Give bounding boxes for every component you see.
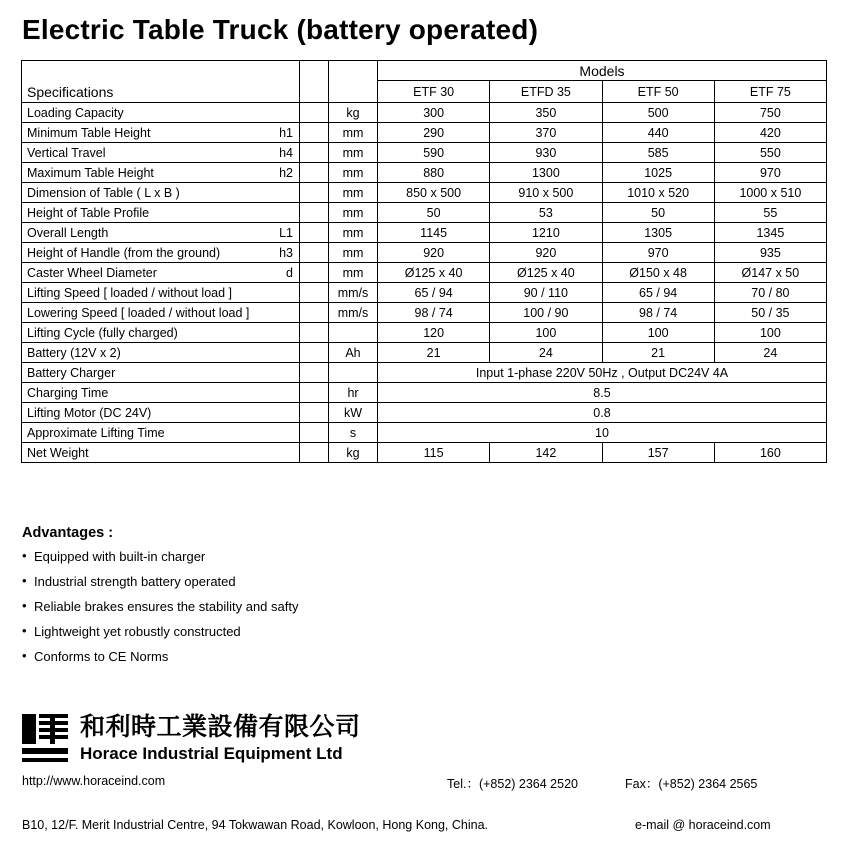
symbol-header-cell [300, 61, 329, 103]
table-row [22, 123, 827, 143]
spec-label: Lowering Speed [ loaded / without load ] [27, 305, 250, 320]
spec-value-cell: 1210 [490, 223, 602, 243]
spec-value-cell: 53 [490, 203, 602, 223]
spec-label-cell [22, 303, 300, 323]
table-row [22, 283, 827, 303]
spec-label-cell [22, 423, 300, 443]
table-row [22, 443, 827, 463]
spec-value-cell: 850 x 500 [378, 183, 490, 203]
advantages-title: Advantages : [22, 525, 114, 541]
spec-label: Caster Wheel Diameter [27, 265, 157, 280]
spec-value-cell: 98 / 74 [378, 303, 490, 323]
spec-symbol-cell [300, 363, 329, 383]
advantages-section [22, 525, 841, 664]
specifications-header-cell: Specifications [22, 61, 300, 103]
spec-value-cell: 300 [378, 103, 490, 123]
spec-value-cell: 935 [714, 243, 826, 263]
spec-value-cell: Ø125 x 40 [378, 263, 490, 283]
spec-value-cell: 24 [490, 343, 602, 363]
spec-label-cell [22, 143, 300, 163]
table-header-row-1 [22, 61, 827, 81]
spec-label: Net Weight [27, 445, 89, 460]
spec-value-cell: 920 [490, 243, 602, 263]
table-row [22, 223, 827, 243]
advantages-list [22, 549, 841, 664]
fax-number: Fax：(+852) 2364 2565 [625, 777, 758, 791]
company-logo-icon [22, 714, 68, 768]
table-row [22, 143, 827, 163]
spec-value-cell: 585 [602, 143, 714, 163]
model-name-3: ETF 50 [602, 81, 714, 103]
spec-symbol-cell [300, 403, 329, 423]
list-item: • Equipped with built-in charger [22, 549, 841, 564]
spec-value-cell: 1345 [714, 223, 826, 243]
spec-unit-cell: mm [329, 243, 378, 263]
spec-label: Height of Table Profile [27, 205, 150, 220]
spec-unit-cell: mm [329, 183, 378, 203]
spec-unit-cell: mm [329, 203, 378, 223]
spec-value-cell: 24 [714, 343, 826, 363]
spec-label-cell [22, 383, 300, 403]
spec-value-span-cell: 8.5 [378, 383, 827, 403]
spec-value-cell: 930 [490, 143, 602, 163]
spec-value-cell: 100 / 90 [490, 303, 602, 323]
spec-value-cell: 50 [378, 203, 490, 223]
spec-symbol: h1 [279, 125, 293, 140]
company-name-english: Horace Industrial Equipment Ltd [80, 744, 343, 764]
spec-symbol-cell [300, 443, 329, 463]
spec-value-cell: 100 [714, 323, 826, 343]
spec-value-cell: 910 x 500 [490, 183, 602, 203]
table-row [22, 183, 827, 203]
spec-value-cell: 1000 x 510 [714, 183, 826, 203]
spec-label-cell [22, 123, 300, 143]
spec-value-cell: 21 [602, 343, 714, 363]
spec-value-cell: 550 [714, 143, 826, 163]
spec-value-cell: 55 [714, 203, 826, 223]
spec-label: Height of Handle (from the ground) [27, 245, 221, 260]
spec-label: Lifting Motor (DC 24V) [27, 405, 152, 420]
spec-unit-cell: kg [329, 103, 378, 123]
spec-value-cell: 90 / 110 [490, 283, 602, 303]
address-row [0, 818, 841, 838]
list-item: • Conforms to CE Norms [22, 649, 841, 664]
spec-label-cell [22, 343, 300, 363]
models-header-cell: Models [378, 61, 827, 81]
spec-value-cell: 970 [602, 243, 714, 263]
brand-row [22, 714, 841, 768]
email-address[interactable]: e-mail @ horaceind.com [635, 818, 771, 832]
model-name-4: ETF 75 [714, 81, 826, 103]
page-title: Electric Table Truck (battery operated) [22, 14, 539, 45]
spec-label-cell [22, 323, 300, 343]
table-row [22, 303, 827, 323]
table-row [22, 163, 827, 183]
spec-unit-cell: s [329, 423, 378, 443]
spec-symbol-cell [300, 383, 329, 403]
spec-value-cell: 1300 [490, 163, 602, 183]
spec-label: Minimum Table Height [27, 125, 151, 140]
spec-symbol-cell [300, 163, 329, 183]
spec-symbol: h2 [279, 165, 293, 180]
spec-value-cell: 21 [378, 343, 490, 363]
spec-value-cell: 750 [714, 103, 826, 123]
spec-unit-cell: hr [329, 383, 378, 403]
spec-label: Loading Capacity [27, 105, 124, 120]
spec-value-span-cell: Input 1-phase 220V 50Hz , Output DC24V 4A [378, 363, 827, 383]
spec-unit-cell: mm/s [329, 283, 378, 303]
spec-symbol: d [286, 265, 293, 280]
spec-symbol: h3 [279, 245, 293, 260]
spec-value-cell: 370 [490, 123, 602, 143]
spec-value-cell: Ø125 x 40 [490, 263, 602, 283]
spec-label: Battery Charger [27, 365, 116, 380]
spec-symbol-cell [300, 263, 329, 283]
spec-label: Charging Time [27, 385, 109, 400]
spec-label: Maximum Table Height [27, 165, 154, 180]
spec-value-cell: 70 / 80 [714, 283, 826, 303]
spec-unit-cell: mm [329, 123, 378, 143]
spec-value-cell: 65 / 94 [378, 283, 490, 303]
table-row [22, 103, 827, 123]
list-item: • Lightweight yet robustly constructed [22, 624, 841, 639]
table-row [22, 203, 827, 223]
spec-value-cell: 50 [602, 203, 714, 223]
spec-value-cell: 98 / 74 [602, 303, 714, 323]
spec-value-cell: 350 [490, 103, 602, 123]
spec-value-cell: 142 [490, 443, 602, 463]
company-address: B10, 12/F. Merit Industrial Centre, 94 Tokwawan Road, Kowloon, Hong Kong, China. [22, 818, 489, 832]
page-footer [0, 714, 841, 838]
spec-label: Battery (12V x 2) [27, 345, 121, 360]
table-row [22, 263, 827, 283]
contact-row [0, 774, 841, 794]
spec-unit-cell: kW [329, 403, 378, 423]
spec-unit-cell [329, 363, 378, 383]
website-link[interactable]: http://www.horaceind.com [22, 774, 166, 788]
spec-symbol-cell [300, 103, 329, 123]
spec-value-cell: 100 [602, 323, 714, 343]
spec-unit-cell: mm [329, 263, 378, 283]
spec-symbol: h4 [279, 145, 293, 160]
table-row [22, 323, 827, 343]
table-row [22, 363, 827, 383]
spec-label-cell [22, 163, 300, 183]
spec-value-cell: 590 [378, 143, 490, 163]
spec-value-cell: 880 [378, 163, 490, 183]
table-row [22, 343, 827, 363]
company-name-chinese: 和利時工業設備有限公司 [80, 713, 361, 741]
list-item: • Reliable brakes ensures the stability and safty [22, 599, 841, 614]
spec-label: Lifting Cycle (fully charged) [27, 325, 178, 340]
specifications-table [21, 60, 827, 463]
model-name-2: ETFD 35 [490, 81, 602, 103]
spec-symbol-cell [300, 183, 329, 203]
spec-unit-cell: mm/s [329, 303, 378, 323]
spec-value-span-cell: 10 [378, 423, 827, 443]
table-row [22, 423, 827, 443]
spec-label-cell [22, 283, 300, 303]
spec-label-cell [22, 103, 300, 123]
spec-symbol-cell [300, 423, 329, 443]
spec-value-cell: 115 [378, 443, 490, 463]
spec-value-cell: 1145 [378, 223, 490, 243]
spec-value-cell: Ø150 x 48 [602, 263, 714, 283]
spec-symbol-cell [300, 223, 329, 243]
spec-unit-cell: mm [329, 163, 378, 183]
unit-header-cell [329, 61, 378, 103]
spec-label-cell [22, 203, 300, 223]
spec-symbol-cell [300, 123, 329, 143]
spec-value-cell: 65 / 94 [602, 283, 714, 303]
spec-value-cell: 1025 [602, 163, 714, 183]
spec-label-cell [22, 363, 300, 383]
brand-text [80, 714, 361, 764]
spec-unit-cell: mm [329, 143, 378, 163]
spec-label-cell [22, 263, 300, 283]
spec-label-cell [22, 403, 300, 423]
spec-symbol: L1 [279, 225, 293, 240]
model-name-1: ETF 30 [378, 81, 490, 103]
spec-label: Lifting Speed [ loaded / without load ] [27, 285, 233, 300]
spec-label-cell [22, 443, 300, 463]
spec-value-cell: 920 [378, 243, 490, 263]
spec-symbol-cell [300, 283, 329, 303]
spec-value-cell: 1305 [602, 223, 714, 243]
spec-label: Dimension of Table ( L x B ) [27, 185, 180, 200]
spec-value-cell: 157 [602, 443, 714, 463]
spec-symbol-cell [300, 343, 329, 363]
spec-value-cell: 500 [602, 103, 714, 123]
table-row [22, 383, 827, 403]
spec-value-cell: 970 [714, 163, 826, 183]
list-item: • Industrial strength battery operated [22, 574, 841, 589]
spec-label: Overall Length [27, 225, 109, 240]
spec-unit-cell: kg [329, 443, 378, 463]
spec-symbol-cell [300, 243, 329, 263]
spec-value-cell: 50 / 35 [714, 303, 826, 323]
spec-value-cell: Ø147 x 50 [714, 263, 826, 283]
spec-value-cell: 420 [714, 123, 826, 143]
spec-value-span-cell: 0.8 [378, 403, 827, 423]
table-row [22, 243, 827, 263]
spec-value-cell: 120 [378, 323, 490, 343]
spec-unit-cell: Ah [329, 343, 378, 363]
spec-label: Vertical Travel [27, 145, 106, 160]
spec-value-cell: 160 [714, 443, 826, 463]
table-row [22, 403, 827, 423]
spec-value-cell: 290 [378, 123, 490, 143]
spec-unit-cell [329, 323, 378, 343]
spec-symbol-cell [300, 203, 329, 223]
spec-symbol-cell [300, 303, 329, 323]
spec-label-cell [22, 223, 300, 243]
telephone-number: Tel.：(+852) 2364 2520 [447, 777, 578, 791]
spec-unit-cell: mm [329, 223, 378, 243]
spec-symbol-cell [300, 323, 329, 343]
spec-value-cell: 1010 x 520 [602, 183, 714, 203]
spec-label-cell [22, 243, 300, 263]
spec-value-cell: 100 [490, 323, 602, 343]
datasheet-page [0, 14, 841, 857]
spec-value-cell: 440 [602, 123, 714, 143]
spec-label: Approximate Lifting Time [27, 425, 165, 440]
spec-label-cell [22, 183, 300, 203]
spec-symbol-cell [300, 143, 329, 163]
